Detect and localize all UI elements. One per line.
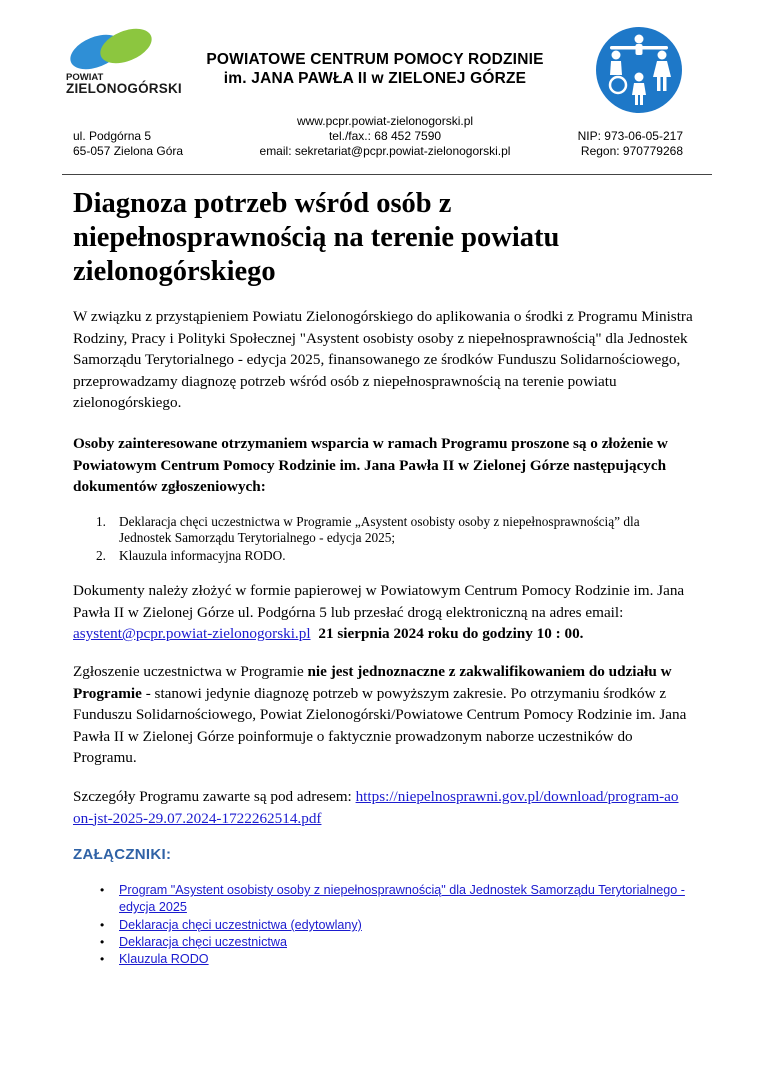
address-line1: ul. Podgórna 5 xyxy=(73,129,152,143)
phone-text: tel./fax.: 68 452 7590 xyxy=(328,129,442,143)
submission-deadline: 21 sierpnia 2024 roku do godziny 10 : 00. xyxy=(318,625,584,642)
attachment-item xyxy=(100,882,700,916)
org-name-line2: im. JANA PAWŁA II w ZIELONEJ GÓRZE xyxy=(223,70,527,87)
details-text: Szczegóły Programu zawarte są pod adresem: xyxy=(73,788,356,805)
nip-text: NIP: 973-06-05-217 xyxy=(577,129,683,143)
intro-paragraph: W związku z przystąpieniem Powiatu Zielonogórskiego do aplikowania o środki z Programu Ministra Rodziny, Pracy i Polityki Społecznej "Asystent osobisty osoby z niepełnosprawnością" dla Jednostek Samorządu Terytorialnego - edycja 2025, finansowanego ze środków Funduszu Solidarnościowego, przeprowadzamy diagnozę potrzeb wśród osób z niepełnosprawnością na terenie powiatu zielonogórskiego. xyxy=(73,308,693,411)
attachment-link-program[interactable]: Program "Asystent osobisty osoby z niepełnosprawnością" dla Jednostek Samorządu Terytorialnego - edycja 2025 xyxy=(119,883,685,914)
documents-list-item xyxy=(96,548,686,564)
documents-list-item xyxy=(96,514,686,548)
note-text-1: Zgłoszenie uczestnictwa w Programie xyxy=(73,663,308,680)
note-bold: nie jest jednoznaczne z zakwalifikowaniem do udziału w Programie xyxy=(73,663,672,702)
list-text: Deklaracja chęci uczestnictwa w Programie „Asystent osobisty osoby z niepełnosprawnością” dla Jednostek Samorządu Terytorialnego - edycja 2025; xyxy=(119,514,640,545)
org-name-line1: POWIATOWE CENTRUM POMOCY RODZINIE xyxy=(206,51,544,68)
attachment-item xyxy=(100,934,700,951)
program-details-link[interactable]: https://niepelnosprawni.gov.pl/download/program-aoon-jst-2025-29.07.2024-1722262514.pdf xyxy=(73,788,679,827)
bullet-icon: • xyxy=(100,935,105,949)
org-name xyxy=(140,50,610,88)
bullet-icon: • xyxy=(100,952,105,966)
submission-email-link[interactable]: asystent@pcpr.powiat-zielonogorski.pl xyxy=(73,625,311,642)
attachment-item xyxy=(100,917,700,934)
bullet-icon: • xyxy=(100,883,105,897)
list-number: 1. xyxy=(96,514,106,529)
contact-center xyxy=(240,114,530,159)
list-text: Klauzula informacyjna RODO. xyxy=(119,548,286,563)
attachment-link-declaration[interactable]: Deklaracja chęci uczestnictwa xyxy=(119,935,287,949)
regon-text: Regon: 970779268 xyxy=(580,144,683,158)
page-title: Diagnoza potrzeb wśród osób z niepełnosprawnością na terenie powiatu zielonogórskiego xyxy=(73,188,560,287)
request-paragraph: Osoby zainteresowane otrzymaniem wsparcia w ramach Programu proszone są o złożenie w Powiatowym Centrum Pomocy Rodzinie im. Jana Pawła II w Zielonej Górze następujących dokumentów zgłoszeniowych: xyxy=(73,435,668,495)
attachment-link-rodo[interactable]: Klauzula RODO xyxy=(119,952,209,966)
attachments-heading: ZAŁĄCZNIKI: xyxy=(73,846,172,863)
family-emblem-icon xyxy=(596,27,682,113)
website-text: www.pcpr.powiat-zielonogorski.pl xyxy=(296,114,474,128)
bullet-icon: • xyxy=(100,918,105,932)
email-text: email: sekretariat@pcpr.powiat-zielonogorski.pl xyxy=(259,144,511,158)
submission-paragraph xyxy=(73,580,693,645)
address-line2: 65-057 Zielona Góra xyxy=(73,144,184,158)
header-divider xyxy=(62,174,712,175)
logo-small-text: POWIAT xyxy=(66,72,104,83)
details-paragraph xyxy=(73,786,683,829)
contact-address xyxy=(73,129,183,159)
attachment-item xyxy=(100,951,700,968)
logo-big-text: ZIELONOGÓRSKI xyxy=(66,81,182,96)
contact-registry xyxy=(540,129,683,159)
attachment-link-declaration-editable[interactable]: Deklaracja chęci uczestnictwa (edytowlany) xyxy=(119,918,362,932)
note-text-2: - stanowi jedynie diagnozę potrzeb w powyższym zakresie. Po otrzymaniu środków z Funduszu Solidarnościowego, Powiat Zielonogórski/Powiatowe Centrum Pomocy Rodzinie im. Jana Pawła II w Zielonej Górze poinformuje o faktycznie prowadzonym naborze uczestników do Programu. xyxy=(73,684,687,766)
submission-text: Dokumenty należy złożyć w formie papierowej w Powiatowym Centrum Pomocy Rodzinie im. Jana Pawła II w Zielonej Górze ul. Podgórna 5 lub przesłać drogą elektroniczną na adres email: xyxy=(73,582,685,621)
list-number: 2. xyxy=(96,548,106,563)
note-paragraph xyxy=(73,661,693,769)
